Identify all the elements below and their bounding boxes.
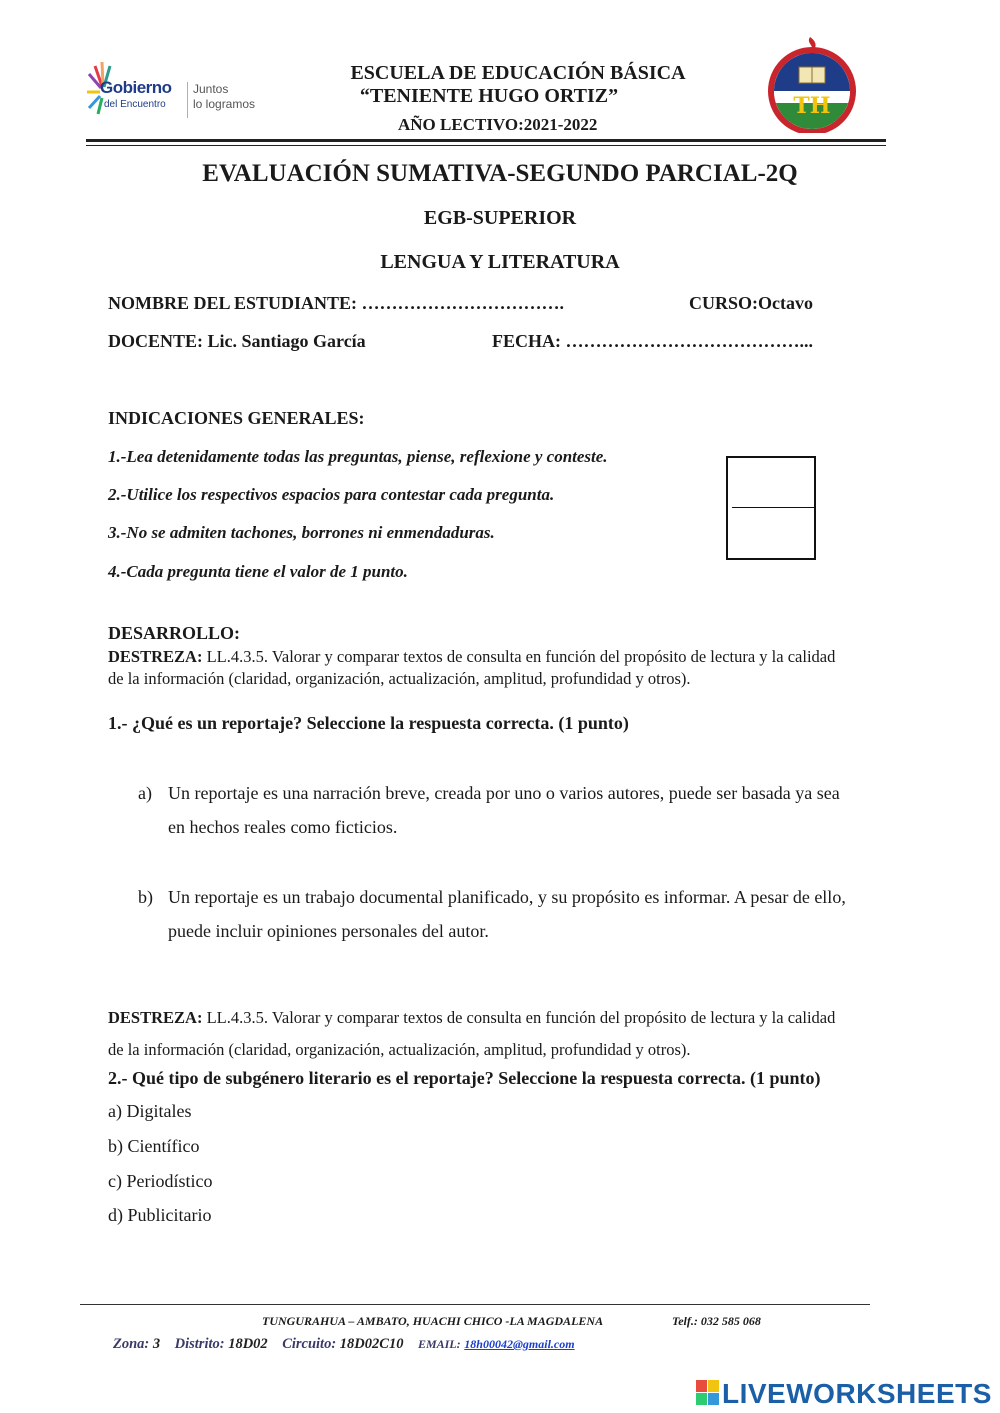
government-logo: [86, 58, 266, 124]
header-rule-thin: [86, 145, 886, 146]
date-field[interactable]: FECHA: …………………………………...: [492, 331, 813, 351]
option-text: [168, 880, 928, 948]
slogan-line-2: lo logramos: [193, 97, 256, 111]
footer-address: TUNGURAHUA – AMBATO, HUACHI CHICO -LA MAGDALENA: [262, 1314, 604, 1328]
liveworksheets-badge-icon: [696, 1380, 720, 1406]
skill-text-line-1: LL.4.3.5. Valorar y comparar textos de consulta en función del propósito de lectura y la calidad: [206, 647, 836, 666]
option-text-line-2: en hechos reales como ficticios.: [168, 817, 398, 837]
teacher-label: DOCENTE: Lic. Santiago García: [108, 331, 366, 351]
skill-text-line-2: de la información (claridad, organización, actualización, amplitud, profundidad y otros).: [108, 1040, 691, 1059]
government-logo-sub: del Encuentro: [104, 99, 166, 110]
school-year: AÑO LECTIVO:2021-2022: [398, 115, 598, 134]
option-text-line-1: Un reportaje es una narración breve, creada por uno o varios autores, puede ser basada ya sea: [168, 783, 840, 803]
score-box-divider: [732, 507, 814, 508]
instructions-heading: INDICACIONES GENERALES:: [108, 408, 365, 428]
question-2: 2.- Qué tipo de subgénero literario es el reportaje? Seleccione la respuesta correcta. (1 punto): [108, 1068, 821, 1088]
skill-label: DESTREZA:: [108, 647, 203, 666]
score-box[interactable]: [726, 456, 816, 560]
option-text: [168, 776, 928, 844]
option-text-line-1: Un reportaje es un trabajo documental planificado, y su propósito es informar. A pesar de ello,: [168, 887, 846, 907]
slogan-line-1: Juntos: [193, 82, 229, 96]
footer-zone-line: [113, 1336, 575, 1353]
instruction-item: 3.-No se admiten tachones, borrones ni enmendaduras.: [108, 523, 495, 542]
email-label: EMAIL:: [417, 1337, 461, 1351]
school-name: [300, 62, 736, 108]
skill-text-line-2: de la información (claridad, organización, actualización, amplitud, profundidad y otros).: [108, 669, 691, 688]
school-name-line-1: ESCUELA DE EDUCACIÓN BÁSICA: [350, 62, 686, 84]
student-name-field[interactable]: NOMBRE DEL ESTUDIANTE: …………………………….: [108, 293, 565, 313]
government-logo-separator: [187, 82, 188, 118]
question-1: 1.- ¿Qué es un reportaje? Seleccione la respuesta correcta. (1 punto): [108, 713, 629, 733]
zone-label: Zona:: [113, 1336, 150, 1352]
zone-value: 3: [152, 1336, 161, 1352]
circuit-label: Circuito:: [282, 1336, 337, 1352]
evaluation-title: EVALUACIÓN SUMATIVA-SEGUNDO PARCIAL-2Q: [202, 160, 798, 187]
instruction-item: 2.-Utilice los respectivos espacios para contestar cada pregunta.: [108, 485, 555, 504]
liveworksheets-text: LIVEWORKSHEETS: [722, 1378, 992, 1409]
option-text-line-2: puede incluir opiniones personales del autor.: [168, 921, 489, 941]
question-2-option-b[interactable]: b) Científico: [108, 1136, 200, 1156]
header-rule-thick: [86, 139, 886, 142]
skill-text-line-1: LL.4.3.5. Valorar y comparar textos de consulta en función del propósito de lectura y la calidad: [206, 1008, 836, 1027]
circuit-value: 18D02C10: [339, 1336, 404, 1352]
district-label: Distrito:: [174, 1336, 225, 1352]
instruction-item: 4.-Cada pregunta tiene el valor de 1 punto.: [108, 562, 408, 581]
question-1-option-b[interactable]: [138, 880, 928, 950]
school-crest: [762, 33, 862, 133]
option-label: a): [138, 783, 152, 803]
course-label: CURSO:Octavo: [689, 293, 813, 313]
question-2-option-d[interactable]: d) Publicitario: [108, 1205, 212, 1225]
footer-phone: Telf.: 032 585 068: [672, 1314, 761, 1328]
skill-statement-2: [108, 1002, 928, 1066]
skill-label: DESTREZA:: [108, 1008, 203, 1027]
question-2-option-a[interactable]: a) Digitales: [108, 1101, 192, 1121]
footer-rule: [80, 1304, 870, 1305]
government-logo-word: Gobierno: [100, 78, 172, 97]
level-title: EGB-SUPERIOR: [423, 207, 577, 229]
email-link[interactable]: 18h00042@gmail.com: [464, 1337, 575, 1351]
crest-letters: TH: [793, 93, 831, 119]
school-name-line-2: “TENIENTE HUGO ORTIZ”: [359, 85, 619, 107]
development-heading: DESARROLLO:: [108, 623, 241, 643]
question-2-option-c[interactable]: c) Periodístico: [108, 1171, 213, 1191]
skill-statement-1: [108, 646, 928, 690]
instruction-item: 1.-Lea detenidamente todas las preguntas, piense, reflexione y conteste.: [108, 447, 608, 466]
option-label: b): [138, 887, 153, 907]
subject-title: LENGUA Y LITERATURA: [380, 251, 620, 273]
school-crest-icon: [762, 33, 862, 133]
district-value: 18D02: [228, 1336, 268, 1352]
question-1-option-a[interactable]: [138, 776, 928, 846]
